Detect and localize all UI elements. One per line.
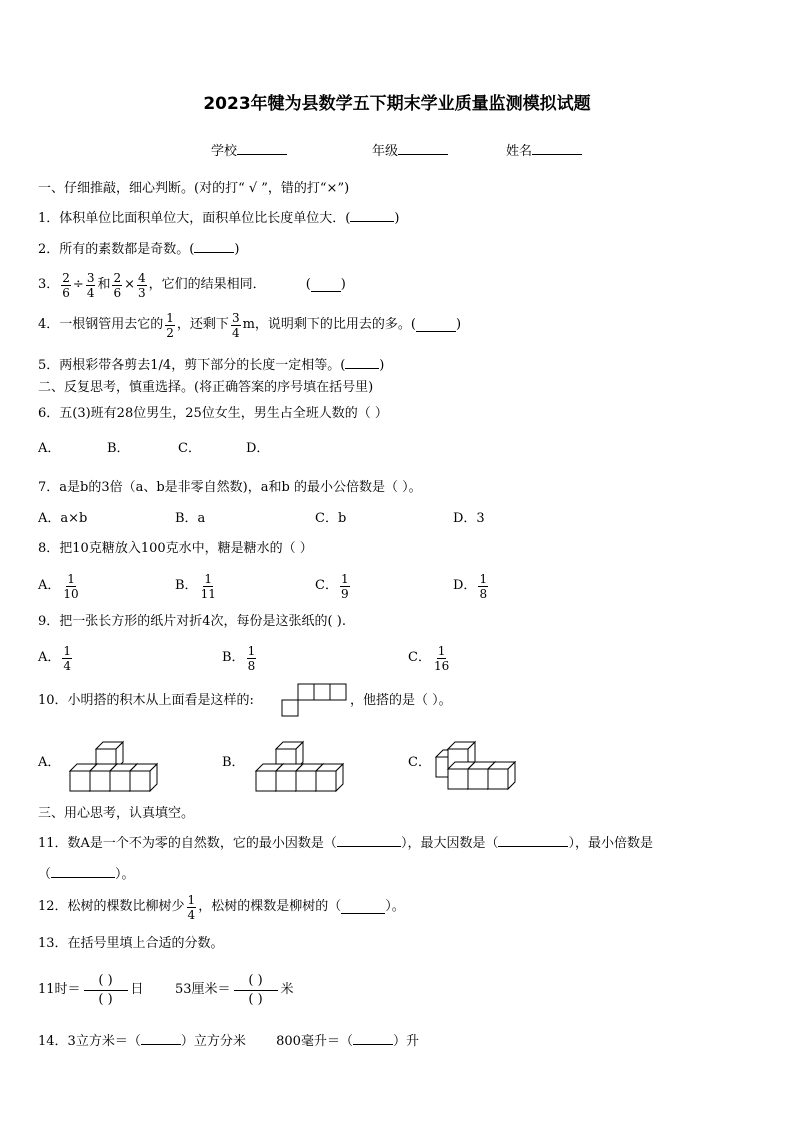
q10-option-b[interactable]: B． <box>222 755 245 770</box>
q10-option-a[interactable]: A． <box>38 755 61 770</box>
q11-blank-3[interactable] <box>51 864 115 878</box>
q4-unit: m <box>242 317 255 332</box>
q11-text-c: ），最小倍数是 <box>568 836 653 851</box>
q6-option-b[interactable]: B． <box>107 441 130 456</box>
name-label: 姓名 <box>506 144 533 159</box>
q4-fraction-used: $\frac{1}{2}$ <box>166 310 174 340</box>
question-5: 5．两根彩带各剪去1/4，剪下部分的长度一定相等。( ) <box>38 355 384 374</box>
q14-blank-2[interactable] <box>353 1031 393 1045</box>
q3-answer-blank[interactable] <box>311 278 341 292</box>
q3-fraction-d: $\frac{4}{3}$ <box>138 270 146 300</box>
question-8: 8．把10克糖放入100克水中，糖是糖水的（ ） <box>38 541 313 556</box>
grade-blank[interactable] <box>398 141 448 155</box>
q14-a-unit: ）立方分米 <box>180 1034 246 1049</box>
cube-block <box>468 769 488 789</box>
q11-blank-2[interactable] <box>498 833 568 847</box>
school-field <box>211 141 287 160</box>
q12-answer-blank[interactable] <box>341 900 385 914</box>
q12-text-end: ）。 <box>385 899 405 914</box>
q10-figure-b <box>254 737 354 793</box>
q2-answer-blank[interactable] <box>194 239 234 253</box>
q13-item-a <box>38 967 144 1013</box>
q13-b-text: 53厘米＝ <box>175 982 231 997</box>
name-field <box>506 141 582 160</box>
q9-option-a[interactable]: A． $\frac{1}{4}$ <box>38 643 72 673</box>
q3-fraction-c: $\frac{2}{6}$ <box>113 270 122 300</box>
cube-block <box>448 769 468 789</box>
q4-text-post: ，说明剩下的比用去的多。( <box>254 317 416 332</box>
q4-text-mid: ，还剩下 <box>176 317 229 332</box>
q8-option-a[interactable]: A． $\frac{1}{10}$ <box>38 571 79 601</box>
top-view-diagram <box>280 683 350 719</box>
section2-heading: 二、反复思考，慎重选择。(将正确答案的序号填在括号里) <box>38 380 374 395</box>
q10-figure-c <box>430 735 530 793</box>
q6-option-a[interactable]: A． <box>38 441 61 456</box>
q6-option-c[interactable]: C． <box>178 441 201 456</box>
section3-heading: 三、用心思考，认真填空。 <box>38 806 195 821</box>
q10-option-c[interactable]: C． <box>408 755 431 770</box>
q12-text-pre: 12．松树的棵数比柳树少 <box>38 899 185 914</box>
q3-fraction-a: $\frac{2}{6}$ <box>62 270 70 300</box>
question-7: 7．a是b的3倍（a、b是非零自然数)，a和b 的最小公倍数是（ ）。 <box>38 480 422 495</box>
question-3: 3． $\frac{2}{6}$ ÷ $\frac{3}{4}$ 和 $\frac{2}{6}$ × $\frac{4}{3}$ ，它们的结果相同． ( ) <box>38 270 346 300</box>
q11-text-a: 11．数A是一个不为零的自然数，它的最小因数是（ <box>38 836 337 851</box>
q3-fraction-b: $\frac{3}{4}$ <box>86 270 95 300</box>
question-9: 9．把一张长方形的纸片对折4次，每份是这张纸的( ). <box>38 614 346 629</box>
q14-a-text: 14．3立方米＝（ <box>38 1034 141 1049</box>
grade-label: 年级 <box>372 144 399 159</box>
q5-text: 5．两根彩带各剪去1/4，剪下部分的长度一定相等。( <box>38 358 346 373</box>
question-1: 1．体积单位比面积单位大，面积单位比长度单位大．( ) <box>38 208 399 227</box>
q13-b-fraction-blank[interactable]: $\frac{( )}{( )}$ <box>234 972 278 1009</box>
q14-b-unit: ）升 <box>392 1034 419 1049</box>
q12-fraction: $\frac{1}{4}$ <box>187 892 196 922</box>
cube-block <box>70 771 90 791</box>
q12-text-post: ，松树的棵数是柳树的（ <box>198 899 342 914</box>
q3-text: ，它们的结果相同． <box>148 277 266 292</box>
name-blank[interactable] <box>532 141 582 155</box>
q1-answer-blank[interactable] <box>350 208 394 222</box>
q8-option-c[interactable]: C． $\frac{1}{9}$ <box>315 571 349 601</box>
cube-block <box>296 771 316 791</box>
school-blank[interactable] <box>237 141 287 155</box>
q11-text-b: ），最大因数是（ <box>400 836 499 851</box>
q8-option-d[interactable]: D． $\frac{1}{8}$ <box>453 571 488 601</box>
q7-option-c[interactable]: C．b <box>315 511 347 526</box>
cube-block <box>256 771 276 791</box>
q3-op-divide: ÷ <box>72 277 84 292</box>
cube-block <box>130 771 150 791</box>
q7-option-d[interactable]: D．3 <box>453 511 485 526</box>
school-label: 学校 <box>211 144 238 159</box>
cube-block <box>90 771 110 791</box>
question-2: 2．所有的素数都是奇数。( ) <box>38 239 239 258</box>
cube-block <box>276 771 296 791</box>
page-title: 2023年犍为县数学五下期末学业质量监测模拟试题 <box>203 94 591 114</box>
q2-text: 2．所有的素数都是奇数。( <box>38 242 195 257</box>
q4-text-pre: 4．一根钢管用去它的 <box>38 317 164 332</box>
cube-block <box>110 771 130 791</box>
question-11-cont <box>38 864 135 883</box>
q3-num: 3． <box>38 277 60 292</box>
question-10-post: ，他搭的是（ ）。 <box>350 693 452 708</box>
q7-option-b[interactable]: B．a <box>175 511 206 526</box>
q13-a-fraction-blank[interactable]: $\frac{( )}{( )}$ <box>84 972 128 1009</box>
q7-option-a[interactable]: A．a×b <box>38 511 88 526</box>
q4-answer-blank[interactable] <box>416 318 456 332</box>
q14-blank-1[interactable] <box>141 1031 181 1045</box>
q10-figure-a <box>68 737 168 793</box>
question-11 <box>38 833 653 852</box>
q4-fraction-left: $\frac{3}{4}$ <box>231 310 240 340</box>
q9-option-b[interactable]: B． $\frac{1}{8}$ <box>222 643 256 673</box>
grade-field <box>372 141 448 160</box>
question-4: 4．一根钢管用去它的 $\frac{1}{2}$ ，还剩下 $\frac{3}{4}$ m ，说明剩下的比用去的多。( ) <box>38 310 462 340</box>
cube-block <box>488 769 508 789</box>
q11-text-e: ）。 <box>115 867 135 882</box>
q13-b-unit: 米 <box>280 982 294 997</box>
q5-answer-blank[interactable] <box>345 355 379 369</box>
q13-item-b <box>175 967 294 1013</box>
question-14 <box>38 1031 419 1050</box>
q13-a-text: 11时＝ <box>38 982 81 997</box>
question-13: 13．在括号里填上合适的分数。 <box>38 936 224 951</box>
q6-option-d[interactable]: D． <box>246 441 270 456</box>
q14-b-text: 800毫升＝（ <box>276 1034 353 1049</box>
q11-blank-1[interactable] <box>337 833 401 847</box>
question-10-text: 10．小明搭的积木从上面看是这样的: <box>38 693 254 708</box>
cube-block <box>316 771 336 791</box>
q1-text: 1．体积单位比面积单位大，面积单位比长度单位大．( <box>38 211 351 226</box>
question-12 <box>38 889 405 925</box>
q13-a-unit: 日 <box>130 982 144 997</box>
q3-op-multiply: × <box>124 277 136 292</box>
section1-heading: 一、仔细推敲，细心判断。(对的打“ √ ”，错的打“×”) <box>38 181 350 196</box>
q8-option-b[interactable]: B． $\frac{1}{11}$ <box>175 571 216 601</box>
q3-and: 和 <box>97 277 111 292</box>
q11-text-d: （ <box>38 867 52 882</box>
question-6: 6．五(3)班有28位男生，25位女生，男生占全班人数的（ ） <box>38 406 388 421</box>
q9-option-c[interactable]: C． $\frac{1}{16}$ <box>408 643 450 673</box>
